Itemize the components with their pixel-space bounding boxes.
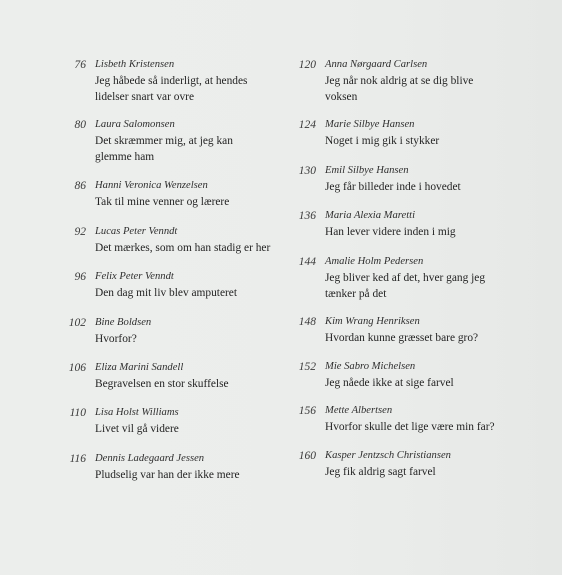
page-number: 86 (74, 180, 86, 192)
chapter-title (95, 467, 295, 483)
chapter-title-line: Jeg når nok aldrig at se dig blive (325, 75, 474, 87)
page-number: 102 (68, 317, 86, 329)
chapter-title (95, 421, 295, 437)
author-name: Emil Silbye Hansen (325, 165, 409, 176)
chapter-title (325, 224, 525, 240)
author-name: Hanni Veronica Wenzelsen (95, 180, 208, 191)
author-name: Lucas Peter Venndt (95, 226, 178, 237)
chapter-title (325, 73, 525, 105)
chapter-title-line: Pludselig var han der ikke mere (95, 469, 240, 481)
chapter-title-line: Jeg håbede så inderligt, at hendes (95, 75, 248, 87)
chapter-title-line: Tak til mine venner og lærere (95, 196, 230, 208)
author-name: Dennis Ladegaard Jessen (95, 453, 205, 464)
page-number: 110 (69, 407, 86, 419)
chapter-title-line: Noget i mig gik i stykker (325, 135, 440, 147)
page-number: 92 (74, 226, 86, 238)
page-number: 148 (298, 316, 316, 328)
chapter-title-line: Det mærkes, som om han stadig er her (95, 242, 271, 254)
chapter-title-line: Jeg fik aldrig sagt farvel (325, 466, 436, 478)
chapter-title-line: Livet vil gå videre (95, 423, 179, 435)
chapter-title (95, 133, 295, 165)
page-number: 116 (69, 453, 86, 465)
page-number: 124 (298, 119, 316, 131)
author-name: Marie Silbye Hansen (325, 119, 415, 130)
chapter-title (95, 194, 295, 210)
chapter-title-line: Hvorfor? (95, 333, 137, 345)
chapter-title-line: Hvorfor skulle det lige være min far? (325, 421, 495, 433)
author-name: Laura Salomonsen (95, 119, 175, 130)
page-number: 130 (298, 165, 316, 177)
chapter-title (95, 285, 295, 301)
page-number: 152 (298, 361, 316, 373)
chapter-title-line: Den dag mit liv blev amputeret (95, 287, 238, 299)
author-name: Eliza Marini Sandell (95, 362, 184, 373)
chapter-title-line: Det skræmmer mig, at jeg kan (95, 135, 233, 147)
chapter-title-line: lidelser snart var ovre (95, 91, 194, 103)
page-number: 156 (298, 405, 316, 417)
chapter-title (325, 133, 525, 149)
author-name: Lisbeth Kristensen (95, 59, 175, 70)
author-name: Felix Peter Venndt (95, 271, 174, 282)
chapter-title (325, 375, 525, 391)
chapter-title-line: tænker på det (325, 288, 387, 300)
author-name: Mie Sabro Michelsen (325, 361, 416, 372)
chapter-title (325, 330, 525, 346)
page-number: 120 (298, 59, 316, 71)
chapter-title (95, 240, 295, 256)
chapter-title (95, 376, 295, 392)
page-number: 136 (298, 210, 316, 222)
page-number: 76 (74, 59, 86, 71)
chapter-title-line: Jeg får billeder inde i hovedet (325, 181, 461, 193)
chapter-title-line: voksen (325, 91, 358, 103)
author-name: Mette Albertsen (325, 405, 393, 416)
chapter-title-line: glemme ham (95, 151, 155, 163)
chapter-title-line: Begravelsen en stor skuffelse (95, 378, 229, 390)
chapter-title-line: Hvordan kunne græsset bare gro? (325, 332, 479, 344)
author-name: Kim Wrang Henriksen (325, 316, 420, 327)
page-number: 144 (298, 256, 316, 268)
page-number: 106 (68, 362, 86, 374)
chapter-title (325, 464, 525, 480)
chapter-title (325, 179, 525, 195)
author-name: Amalie Holm Pedersen (325, 256, 424, 267)
page-number: 160 (298, 450, 316, 462)
chapter-title (325, 270, 525, 302)
author-name: Maria Alexia Maretti (325, 210, 416, 221)
page-number: 96 (74, 271, 86, 283)
author-name: Bine Boldsen (95, 317, 152, 328)
chapter-title-line: Han lever videre inden i mig (325, 226, 456, 238)
author-name: Lisa Holst Williams (95, 407, 179, 418)
chapter-title (95, 73, 295, 105)
author-name: Anna Nørgaard Carlsen (325, 59, 428, 70)
chapter-title-line: Jeg nåede ikke at sige farvel (325, 377, 454, 389)
chapter-title-line: Jeg bliver ked af det, hver gang jeg (325, 272, 486, 284)
chapter-title (325, 419, 525, 435)
page-number: 80 (74, 119, 86, 131)
author-name: Kasper Jentzsch Christiansen (325, 450, 451, 461)
chapter-title (95, 331, 295, 347)
